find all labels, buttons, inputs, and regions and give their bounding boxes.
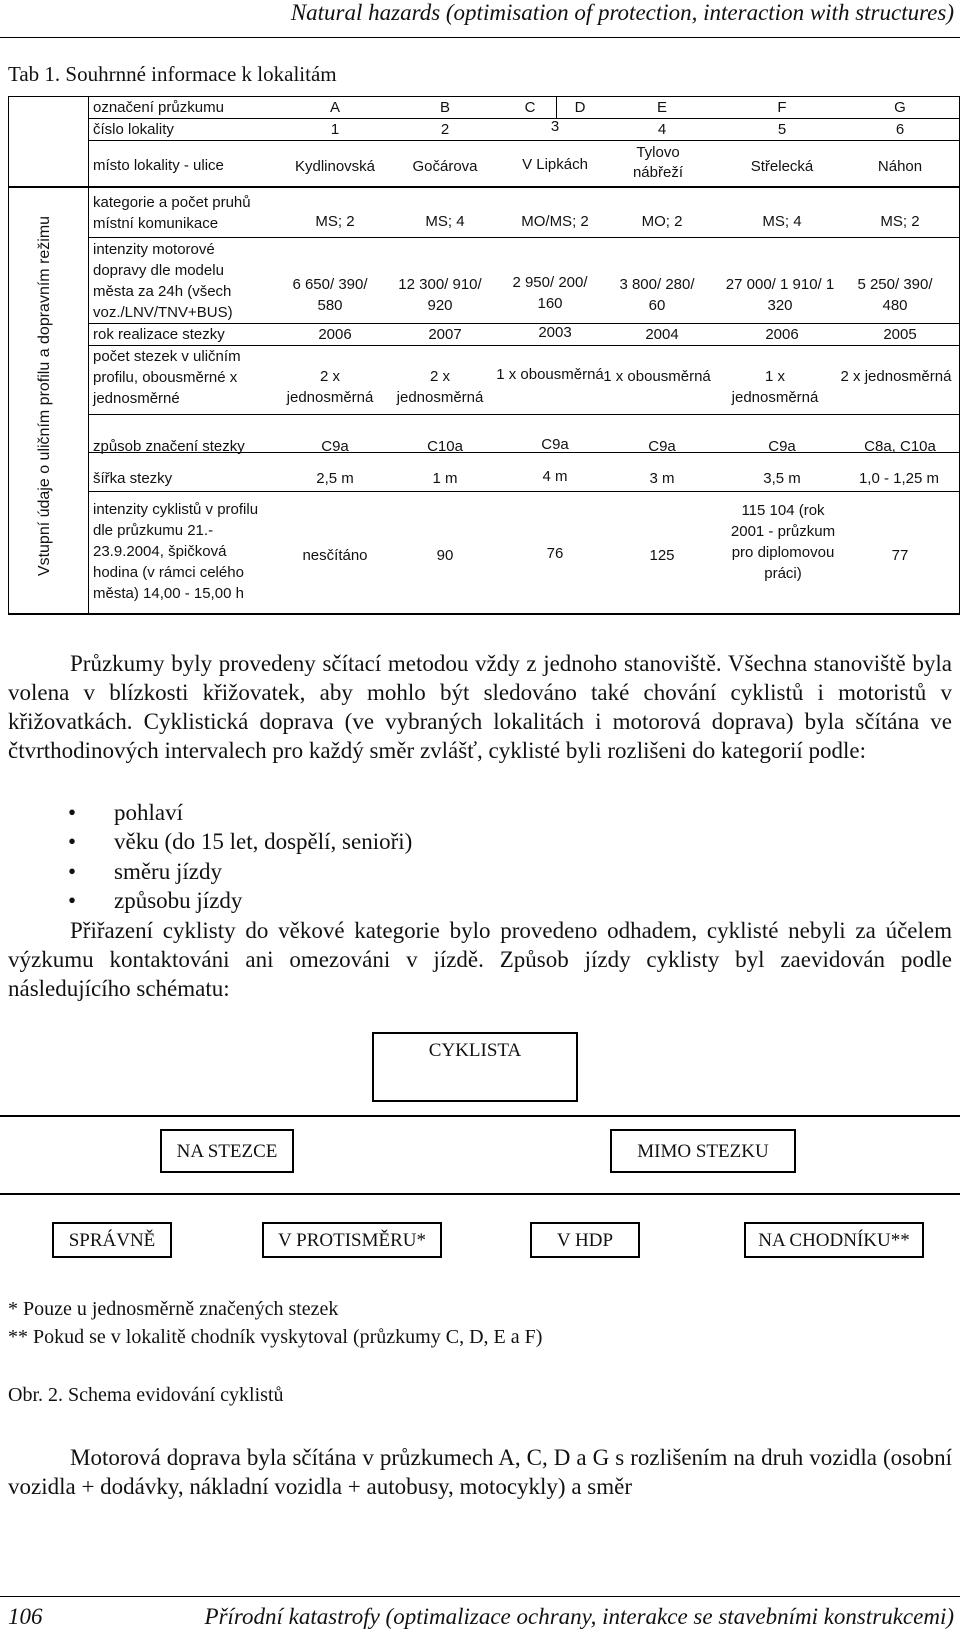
- table-cell: C9a: [648, 438, 676, 455]
- table-cell: MS; 2: [880, 213, 920, 230]
- row-label: rok realizace stezky: [93, 326, 225, 343]
- row-label: kategorie a počet pruhů místní komunikace: [93, 194, 251, 232]
- locality-number-label: číslo lokality: [93, 121, 174, 138]
- row-label: intenzity cyklistů v profilu dle průzkumu 21.- 23.9.2004, špičková hodina (v rámci celého města) 14,00 - 15,00 h: [93, 501, 259, 602]
- row-label: počet stezek v uličním profilu, obousměrné x jednosměrné: [93, 348, 241, 407]
- survey-b: B: [439, 99, 450, 116]
- locality-number: 1: [330, 121, 340, 138]
- table-cell: MS; 2: [315, 213, 355, 230]
- table-cell: 3 m: [649, 470, 675, 487]
- footer-rule: [0, 1596, 960, 1597]
- street: V Lipkách: [522, 156, 588, 173]
- street: Náhon: [877, 158, 923, 175]
- running-header: Natural hazards (optimisation of protection, interaction with structures): [290, 0, 954, 25]
- table-line: [556, 96, 557, 118]
- diagram-node-v-protismeru: V PROTISMĚRU*: [262, 1222, 442, 1258]
- table-line: [88, 237, 960, 238]
- table-cell: C9a: [321, 438, 349, 455]
- diagram-node-mimo-stezku: MIMO STEZKU: [610, 1129, 796, 1173]
- locality-number: 3: [550, 118, 560, 135]
- table-cell: 2004: [645, 326, 679, 343]
- bullet-icon: •: [68, 888, 77, 913]
- table-cell: MS; 4: [425, 213, 465, 230]
- table-header-separator: [8, 186, 960, 188]
- table-cell: MO/MS; 2: [521, 213, 589, 230]
- table-cell: 1,0 - 1,25 m: [858, 470, 940, 487]
- diagram-node-root: CYKLISTA: [372, 1032, 578, 1102]
- table-cell: 2 x jednosměrná: [840, 368, 952, 385]
- table-cell: 3 800/ 280/ 60: [619, 276, 695, 314]
- street: Tylovo nábřeží: [632, 144, 684, 181]
- footnote: * Pouze u jednosměrně značených stezek: [8, 1298, 339, 1320]
- table-cell: 1 x obousměrná: [496, 366, 604, 383]
- table-cell: 1 m: [432, 470, 458, 487]
- table-cell: MO; 2: [641, 213, 683, 230]
- street: Střelecká: [750, 158, 814, 175]
- table-cell: 2 x jednosměrná: [396, 368, 484, 406]
- footnote: ** Pokud se v lokalitě chodník vyskytoval (průzkumy C, D, E a F): [8, 1326, 543, 1348]
- table-line: [88, 140, 960, 141]
- survey-g: G: [894, 99, 906, 116]
- survey-label: označení průzkumu: [93, 99, 224, 116]
- table-cell: 125: [649, 547, 675, 564]
- survey-c: C: [524, 99, 536, 116]
- table-cell: 2 950/ 200/ 160: [512, 274, 588, 312]
- bullet-icon: •: [68, 829, 77, 854]
- table-cell: C8a, C10a: [864, 438, 936, 455]
- table-cell: 27 000/ 1 910/ 1 320: [725, 276, 835, 314]
- locality-number: 6: [895, 121, 905, 138]
- table-caption: Tab 1. Souhrnné informace k lokalitám: [8, 62, 337, 86]
- locality-number: 4: [657, 121, 667, 138]
- table-cell: C10a: [427, 438, 463, 455]
- list-item: • pohlaví: [68, 800, 183, 825]
- table-border-left: [8, 96, 9, 615]
- table-cell: 76: [546, 545, 564, 562]
- running-footer: Přírodní katastrofy (optimalizace ochrany, interakce se stavebními konstrukcemi): [204, 1604, 954, 1629]
- survey-f: F: [777, 99, 787, 116]
- table-cell: 2 x jednosměrná: [286, 368, 374, 406]
- table-line: [88, 96, 89, 615]
- paragraph: Přiřazení cyklisty do věkové kategorie bylo provedeno odhadem, cyklisté nebyli za účelem výzkumu kontaktováni ani omezováni v jízdě. Způsob jízdy cyklisty byl zaevidován podle následujícího schématu:: [8, 918, 952, 1001]
- list-item: • věku (do 15 let, dospělí, senioři): [68, 829, 413, 854]
- row-label: způsob značení stezky: [93, 438, 245, 455]
- table-cell: 12 300/ 910/ 920: [398, 276, 482, 314]
- paragraph: Motorová doprava byla sčítána v průzkumech A, C, D a G s rozlišením na druh vozidla (osobní vozidla + dodávky, nákladní vozidla + autobusy, motocykly) a směr: [8, 1445, 952, 1499]
- figure-caption: Obr. 2. Schema evidování cyklistů: [8, 1384, 284, 1406]
- table-cell: 6 650/ 390/ 580: [292, 276, 368, 314]
- table-line: [88, 491, 960, 492]
- survey-d: D: [574, 99, 586, 116]
- table-cell: 3,5 m: [763, 470, 801, 487]
- list-item: • směru jízdy: [68, 859, 222, 884]
- diagram-node-v-hdp: V HDP: [530, 1222, 640, 1258]
- street: Kydlinovská: [294, 158, 376, 175]
- table-cell: 2,5 m: [316, 470, 354, 487]
- table-cell: 5 250/ 390/ 480: [857, 276, 933, 314]
- table-cell: MS; 4: [762, 213, 802, 230]
- table-cell: 2006: [765, 326, 799, 343]
- table-border-bottom: [8, 613, 960, 615]
- table-cell: C9a: [541, 436, 569, 453]
- table-cell: 2005: [883, 326, 917, 343]
- locality-number: 2: [440, 121, 450, 138]
- diagram-node-na-chodniku: NA CHODNÍKU**: [744, 1222, 924, 1258]
- diagram-node-na-stezce: NA STEZCE: [160, 1129, 294, 1173]
- locality-number: 5: [777, 121, 787, 138]
- table-cell: 2003: [538, 324, 572, 341]
- list-item: • způsobu jízdy: [68, 888, 243, 913]
- street: Gočárova: [412, 158, 478, 175]
- page-number: 106: [8, 1604, 43, 1629]
- row-label: intenzity motorové dopravy dle modelu města za 24h (všech voz./LNV/TNV+BUS): [93, 241, 233, 321]
- table-line: [88, 414, 960, 415]
- diagram-node-spravne: SPRÁVNĚ: [52, 1222, 172, 1258]
- survey-e: E: [656, 99, 667, 116]
- bullet-icon: •: [68, 859, 77, 884]
- survey-a: A: [329, 99, 340, 116]
- table-cell: 2007: [428, 326, 462, 343]
- table-cell: nesčítáno: [302, 547, 368, 564]
- table-cell: 1 x obousměrná: [603, 368, 711, 385]
- paragraph: Průzkumy byly provedeny sčítací metodou vždy z jednoho stanoviště. Všechna stanoviště byla volena v blízkosti křižovatek, aby mohlo být sledováno také chování cyklistů i motoristů v křižovatkách. Cyklistická doprava (ve vybraných lokalitách i motorová doprava) byla sčítána ve čtvrthodinových intervalech pro každý směr zvlášť, cyklisté byli rozlišeni do kategorií podle:: [8, 651, 952, 763]
- table-cell: 1 x jednosměrná: [731, 368, 819, 406]
- side-label: Vstupní údaje o uličním profilu a dopravním režimu: [36, 215, 53, 577]
- row-label: šířka stezky: [93, 470, 173, 487]
- table-cell: 115 104 (rok 2001 - průzkum pro diplomovou práci): [730, 502, 836, 582]
- table-cell: 90: [436, 547, 454, 564]
- table-cell: 77: [891, 547, 909, 564]
- table-cell: C9a: [768, 438, 796, 455]
- table-cell: 2006: [318, 326, 352, 343]
- bullet-icon: •: [68, 800, 77, 825]
- locality-street-label: místo lokality - ulice: [93, 157, 224, 174]
- table-cell: 4 m: [542, 468, 568, 485]
- header-rule: [0, 37, 960, 38]
